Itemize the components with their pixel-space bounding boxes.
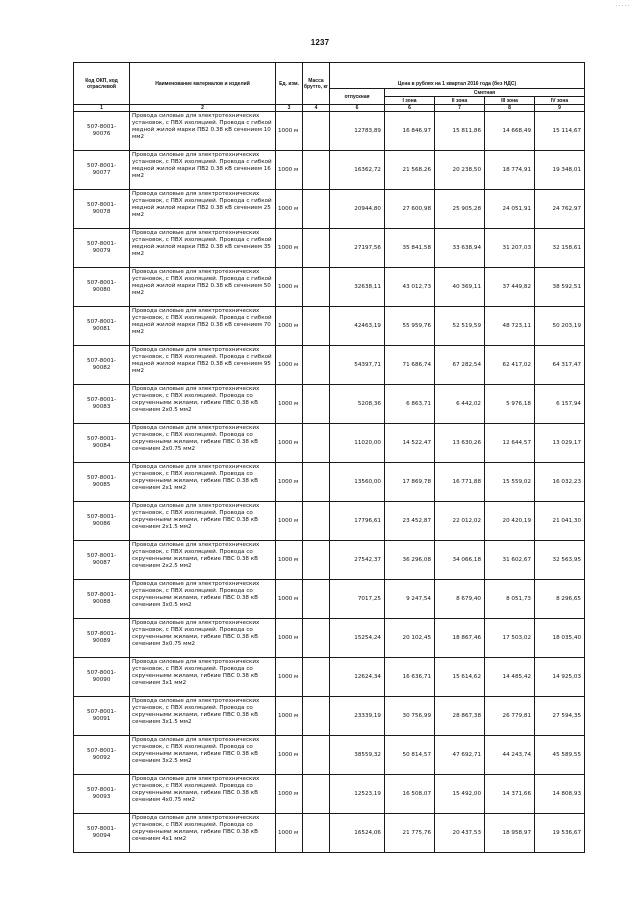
header-release: отпускная xyxy=(330,89,385,105)
price-zone1: 16 636,71 xyxy=(385,658,435,697)
item-code: 507-8001- 90093 xyxy=(74,775,130,814)
price-release: 32638,11 xyxy=(330,268,385,307)
item-unit: 1000 м xyxy=(276,502,303,541)
item-name: Провода силовые для электротехнических установок, с ПВХ изоляцией. Провода со скрученными жилами, гибкие ПВС 0.38 кВ сечением 3х0.75 мм2 xyxy=(130,619,276,658)
price-zone3: 20 420,19 xyxy=(485,502,535,541)
corner-mark: ..... xyxy=(614,2,630,8)
table-row xyxy=(74,814,585,853)
price-zone2: 33 638,94 xyxy=(435,229,485,268)
page-number: 1237 xyxy=(310,38,330,47)
price-release: 12624,34 xyxy=(330,658,385,697)
price-zone1: 21 775,76 xyxy=(385,814,435,853)
price-zone1: 36 296,08 xyxy=(385,541,435,580)
price-release: 20944,80 xyxy=(330,190,385,229)
price-zone3: 17 503,02 xyxy=(485,619,535,658)
price-zone2: 20 437,53 xyxy=(435,814,485,853)
price-zone3: 18 958,97 xyxy=(485,814,535,853)
price-zone1: 27 600,98 xyxy=(385,190,435,229)
table-row xyxy=(74,541,585,580)
item-name: Провода силовые для электротехнических установок, с ПВХ изоляцией. Провода с гибкой медной жилой марки ПВ2 0.38 кВ сечением 10 мм2 xyxy=(130,112,276,151)
price-release: 16362,72 xyxy=(330,151,385,190)
table-row xyxy=(74,112,585,151)
price-zone1: 55 959,76 xyxy=(385,307,435,346)
item-code: 507-8001- 90090 xyxy=(74,658,130,697)
table-row xyxy=(74,619,585,658)
item-code: 507-8001- 90085 xyxy=(74,463,130,502)
item-name: Провода силовые для электротехнических установок, с ПВХ изоляцией. Провода с гибкой медной жилой марки ПВ2 0.38 кВ сечением 95 мм2 xyxy=(130,346,276,385)
item-unit: 1000 м xyxy=(276,463,303,502)
item-code: 507-8001- 90076 xyxy=(74,112,130,151)
table-row xyxy=(74,151,585,190)
item-unit: 1000 м xyxy=(276,307,303,346)
header-name: Наименование материалов и изделий xyxy=(130,63,276,105)
item-unit: 1000 м xyxy=(276,619,303,658)
price-zone3: 14 668,49 xyxy=(485,112,535,151)
price-zone2: 34 066,18 xyxy=(435,541,485,580)
price-zone4: 64 317,47 xyxy=(535,346,585,385)
table-row xyxy=(74,229,585,268)
price-zone4: 45 589,55 xyxy=(535,736,585,775)
price-zone3: 5 976,18 xyxy=(485,385,535,424)
price-zone2: 25 905,28 xyxy=(435,190,485,229)
price-release: 42463,19 xyxy=(330,307,385,346)
item-unit: 1000 м xyxy=(276,229,303,268)
item-unit: 1000 м xyxy=(276,346,303,385)
price-release: 16524,06 xyxy=(330,814,385,853)
price-zone4: 18 035,40 xyxy=(535,619,585,658)
item-mass xyxy=(303,463,330,502)
item-name: Провода силовые для электротехнических установок, с ПВХ изоляцией. Провода со скрученными жилами, гибкие ПВС 0.38 кВ сечением 4х1 мм2 xyxy=(130,814,276,853)
header-zone2: II зона xyxy=(435,97,485,105)
item-mass xyxy=(303,580,330,619)
item-unit: 1000 м xyxy=(276,190,303,229)
item-mass xyxy=(303,658,330,697)
item-code: 507-8001- 90094 xyxy=(74,814,130,853)
item-name: Провода силовые для электротехнических установок, с ПВХ изоляцией. Провода с гибкой медной жилой марки ПВ2 0.38 кВ сечением 35 мм2 xyxy=(130,229,276,268)
price-zone3: 18 774,91 xyxy=(485,151,535,190)
item-mass xyxy=(303,775,330,814)
column-number: 7 xyxy=(435,105,485,112)
item-code: 507-8001- 90081 xyxy=(74,307,130,346)
price-release: 27197,56 xyxy=(330,229,385,268)
item-code: 507-8001- 90083 xyxy=(74,385,130,424)
item-mass xyxy=(303,424,330,463)
price-zone1: 50 814,57 xyxy=(385,736,435,775)
price-release: 54397,71 xyxy=(330,346,385,385)
column-number: 8 xyxy=(485,105,535,112)
table-row xyxy=(74,697,585,736)
item-mass xyxy=(303,151,330,190)
table-row xyxy=(74,346,585,385)
price-zone4: 19 348,01 xyxy=(535,151,585,190)
item-unit: 1000 м xyxy=(276,814,303,853)
header-code: Код ОКП, код отраслевой xyxy=(74,63,130,105)
item-mass xyxy=(303,619,330,658)
item-mass xyxy=(303,697,330,736)
item-code: 507-8001- 90089 xyxy=(74,619,130,658)
item-name: Провода силовые для электротехнических установок, с ПВХ изоляцией. Провода со скрученными жилами, гибкие ПВС 0.38 кВ сечением 2х1.5 мм2 xyxy=(130,502,276,541)
table-row xyxy=(74,736,585,775)
price-zone3: 62 417,02 xyxy=(485,346,535,385)
item-name: Провода силовые для электротехнических установок, с ПВХ изоляцией. Провода с гибкой медной жилой марки ПВ2 0.38 кВ сечением 70 мм2 xyxy=(130,307,276,346)
price-zone3: 8 051,73 xyxy=(485,580,535,619)
item-unit: 1000 м xyxy=(276,112,303,151)
column-number-row xyxy=(74,105,585,112)
item-mass xyxy=(303,307,330,346)
item-code: 507-8001- 90088 xyxy=(74,580,130,619)
item-code: 507-8001- 90078 xyxy=(74,190,130,229)
price-release: 11020,00 xyxy=(330,424,385,463)
item-code: 507-8001- 90091 xyxy=(74,697,130,736)
item-unit: 1000 м xyxy=(276,580,303,619)
price-zone2: 15 492,00 xyxy=(435,775,485,814)
item-unit: 1000 м xyxy=(276,775,303,814)
price-zone3: 12 644,57 xyxy=(485,424,535,463)
price-zone4: 27 594,35 xyxy=(535,697,585,736)
column-number: 4 xyxy=(303,105,330,112)
item-code: 507-8001- 90077 xyxy=(74,151,130,190)
header-price-group: Цена в рублях на 1 квартал 2016 года (без НДС) xyxy=(330,63,585,89)
item-name: Провода силовые для электротехнических установок, с ПВХ изоляцией. Провода со скрученными жилами, гибкие ПВС 0.38 кВ сечением 3х2.5 мм2 xyxy=(130,736,276,775)
price-zone2: 28 867,38 xyxy=(435,697,485,736)
column-number: 1 xyxy=(74,105,130,112)
header-zone1: I зона xyxy=(385,97,435,105)
price-zone3: 14 485,42 xyxy=(485,658,535,697)
table-row xyxy=(74,307,585,346)
header-zone3: III зона xyxy=(485,97,535,105)
price-zone3: 37 449,82 xyxy=(485,268,535,307)
price-zone3: 15 559,02 xyxy=(485,463,535,502)
price-zone2: 15 614,62 xyxy=(435,658,485,697)
table-row xyxy=(74,658,585,697)
item-unit: 1000 м xyxy=(276,151,303,190)
price-zone4: 32 158,61 xyxy=(535,229,585,268)
price-release: 23339,19 xyxy=(330,697,385,736)
table-row xyxy=(74,463,585,502)
item-name: Провода силовые для электротехнических установок, с ПВХ изоляцией. Провода со скрученными жилами, гибкие ПВС 0.38 кВ сечением 2х2.5 мм2 xyxy=(130,541,276,580)
item-mass xyxy=(303,385,330,424)
item-unit: 1000 м xyxy=(276,736,303,775)
price-zone1: 14 522,47 xyxy=(385,424,435,463)
item-mass xyxy=(303,268,330,307)
price-zone4: 16 032,23 xyxy=(535,463,585,502)
item-name: Провода силовые для электротехнических установок, с ПВХ изоляцией. Провода со скрученными жилами, гибкие ПВС 0.38 кВ сечением 4х0.75 мм2 xyxy=(130,775,276,814)
price-zone2: 18 867,46 xyxy=(435,619,485,658)
item-name: Провода силовые для электротехнических установок, с ПВХ изоляцией. Провода со скрученными жилами, гибкие ПВС 0.38 кВ сечением 3х1.5 мм2 xyxy=(130,697,276,736)
price-zone1: 20 102,45 xyxy=(385,619,435,658)
item-unit: 1000 м xyxy=(276,424,303,463)
price-release: 15254,24 xyxy=(330,619,385,658)
price-release: 17796,61 xyxy=(330,502,385,541)
price-zone1: 17 869,78 xyxy=(385,463,435,502)
item-name: Провода силовые для электротехнических установок, с ПВХ изоляцией. Провода с гибкой медной жилой марки ПВ2 0.38 кВ сечением 25 мм2 xyxy=(130,190,276,229)
item-code: 507-8001- 90080 xyxy=(74,268,130,307)
column-number: 6 xyxy=(330,105,385,112)
price-zone2: 40 369,11 xyxy=(435,268,485,307)
item-mass xyxy=(303,502,330,541)
item-mass xyxy=(303,736,330,775)
table-row xyxy=(74,190,585,229)
price-zone1: 35 841,58 xyxy=(385,229,435,268)
price-zone3: 24 051,91 xyxy=(485,190,535,229)
price-zone4: 32 563,95 xyxy=(535,541,585,580)
price-zone1: 9 247,54 xyxy=(385,580,435,619)
item-name: Провода силовые для электротехнических установок, с ПВХ изоляцией. Провода со скрученными жилами, гибкие ПВС 0.38 кВ сечением 2х1 мм2 xyxy=(130,463,276,502)
price-zone3: 48 723,11 xyxy=(485,307,535,346)
item-unit: 1000 м xyxy=(276,385,303,424)
header-estimate-group: Сметная xyxy=(385,89,585,97)
item-mass xyxy=(303,541,330,580)
item-name: Провода силовые для электротехнических установок, с ПВХ изоляцией. Провода с гибкой медной жилой марки ПВ2 0.38 кВ сечением 16 мм2 xyxy=(130,151,276,190)
item-code: 507-8001- 90079 xyxy=(74,229,130,268)
price-zone2: 15 811,86 xyxy=(435,112,485,151)
price-zone3: 31 207,03 xyxy=(485,229,535,268)
price-zone1: 23 452,87 xyxy=(385,502,435,541)
item-unit: 1000 м xyxy=(276,268,303,307)
table-row xyxy=(74,775,585,814)
item-code: 507-8001- 90087 xyxy=(74,541,130,580)
column-number: 3 xyxy=(276,105,303,112)
item-name: Провода силовые для электротехнических установок, с ПВХ изоляцией. Провода со скрученными жилами, гибкие ПВС 0.38 кВ сечением 3х1 мм2 xyxy=(130,658,276,697)
item-name: Провода силовые для электротехнических установок, с ПВХ изоляцией. Провода со скрученными жилами, гибкие ПВС 0.38 кВ сечением 2х0.75 мм2 xyxy=(130,424,276,463)
table-row xyxy=(74,502,585,541)
item-mass xyxy=(303,814,330,853)
item-mass xyxy=(303,229,330,268)
price-zone4: 19 536,67 xyxy=(535,814,585,853)
item-name: Провода силовые для электротехнических установок, с ПВХ изоляцией. Провода со скрученными жилами, гибкие ПВС 0.38 кВ сечением 2х0.5 мм2 xyxy=(130,385,276,424)
price-zone1: 43 012,73 xyxy=(385,268,435,307)
price-zone2: 8 679,40 xyxy=(435,580,485,619)
header-unit: Ед. изм. xyxy=(276,63,303,105)
item-mass xyxy=(303,112,330,151)
price-zone4: 24 762,97 xyxy=(535,190,585,229)
price-release: 12523,19 xyxy=(330,775,385,814)
price-zone1: 71 686,74 xyxy=(385,346,435,385)
price-zone2: 47 692,71 xyxy=(435,736,485,775)
price-zone1: 16 846,97 xyxy=(385,112,435,151)
price-zone1: 6 863,71 xyxy=(385,385,435,424)
price-zone2: 6 442,02 xyxy=(435,385,485,424)
column-number: 2 xyxy=(130,105,276,112)
item-code: 507-8001- 90082 xyxy=(74,346,130,385)
price-zone1: 16 508,07 xyxy=(385,775,435,814)
table-row xyxy=(74,385,585,424)
table-row xyxy=(74,424,585,463)
item-code: 507-8001- 90092 xyxy=(74,736,130,775)
price-zone2: 20 238,50 xyxy=(435,151,485,190)
item-unit: 1000 м xyxy=(276,658,303,697)
price-zone4: 14 808,93 xyxy=(535,775,585,814)
price-zone4: 6 157,94 xyxy=(535,385,585,424)
item-name: Провода силовые для электротехнических установок, с ПВХ изоляцией. Провода со скрученными жилами, гибкие ПВС 0.38 кВ сечением 3х0.5 мм2 xyxy=(130,580,276,619)
item-unit: 1000 м xyxy=(276,541,303,580)
price-zone4: 8 296,65 xyxy=(535,580,585,619)
price-table xyxy=(73,62,585,853)
price-release: 5208,36 xyxy=(330,385,385,424)
table-row xyxy=(74,268,585,307)
price-release: 7017,25 xyxy=(330,580,385,619)
price-zone2: 16 771,88 xyxy=(435,463,485,502)
price-release: 12783,89 xyxy=(330,112,385,151)
price-release: 38559,32 xyxy=(330,736,385,775)
price-zone4: 15 114,67 xyxy=(535,112,585,151)
price-release: 13560,00 xyxy=(330,463,385,502)
price-zone3: 14 371,66 xyxy=(485,775,535,814)
header-zone4: IV зона xyxy=(535,97,585,105)
price-zone3: 31 602,67 xyxy=(485,541,535,580)
price-zone1: 21 568,26 xyxy=(385,151,435,190)
price-zone4: 14 925,03 xyxy=(535,658,585,697)
price-zone1: 30 756,99 xyxy=(385,697,435,736)
price-zone4: 21 041,30 xyxy=(535,502,585,541)
price-zone2: 67 282,54 xyxy=(435,346,485,385)
item-name: Провода силовые для электротехнических установок, с ПВХ изоляцией. Провода с гибкой медной жилой марки ПВ2 0.38 кВ сечением 50 мм2 xyxy=(130,268,276,307)
price-zone3: 44 243,74 xyxy=(485,736,535,775)
price-zone2: 13 630,26 xyxy=(435,424,485,463)
column-number: 9 xyxy=(535,105,585,112)
price-zone2: 22 012,02 xyxy=(435,502,485,541)
item-mass xyxy=(303,346,330,385)
price-zone2: 52 519,59 xyxy=(435,307,485,346)
table-row xyxy=(74,580,585,619)
price-zone4: 38 592,51 xyxy=(535,268,585,307)
price-zone4: 50 203,19 xyxy=(535,307,585,346)
item-unit: 1000 м xyxy=(276,697,303,736)
header-mass: Масса брутто, кг xyxy=(303,63,330,105)
price-release: 27542,37 xyxy=(330,541,385,580)
price-zone4: 13 029,17 xyxy=(535,424,585,463)
item-code: 507-8001- 90084 xyxy=(74,424,130,463)
item-code: 507-8001- 90086 xyxy=(74,502,130,541)
item-mass xyxy=(303,190,330,229)
price-zone3: 26 779,81 xyxy=(485,697,535,736)
column-number: 6 xyxy=(385,105,435,112)
